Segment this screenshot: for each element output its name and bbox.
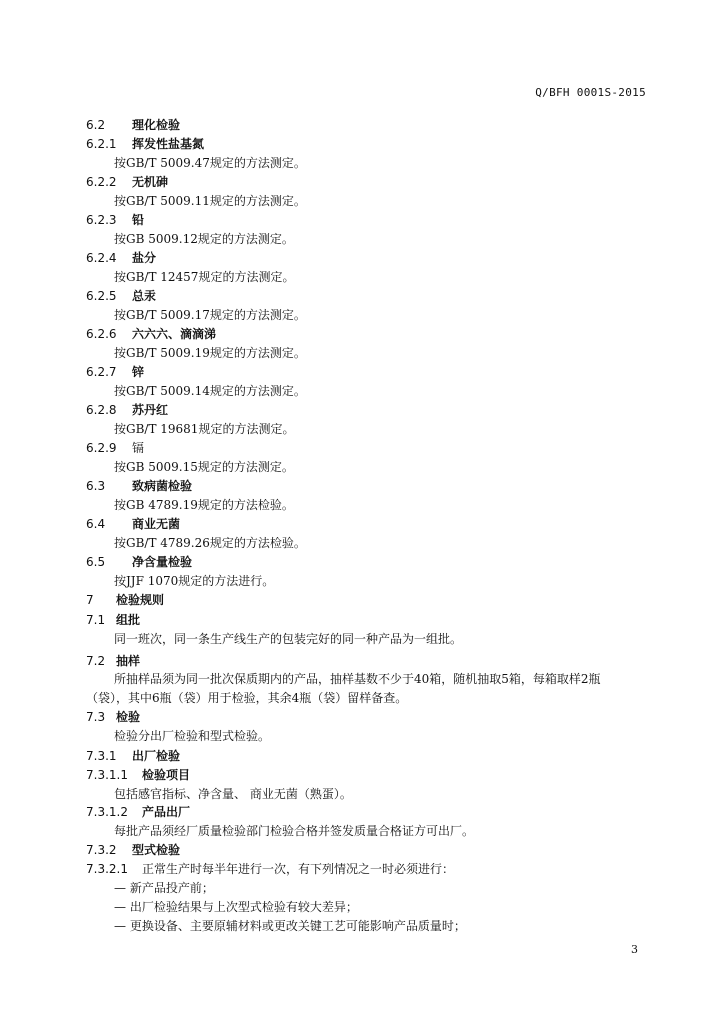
section-heading (86, 439, 724, 457)
section-heading (86, 135, 724, 153)
section-title: 镉 (132, 441, 145, 455)
section-title: 铅 (132, 213, 145, 227)
section-heading (86, 477, 724, 495)
section-title: 型式检验 (132, 843, 181, 857)
section-heading (86, 652, 724, 670)
page-number: 3 (631, 943, 638, 956)
body-text: 按JJF 1070规定的方法进行。 (114, 574, 275, 588)
section-title: 商业无菌 (132, 517, 181, 531)
section-number: 7.1 (86, 613, 106, 627)
section-title: 组批 (116, 613, 141, 627)
section-number: 6.2.9 (86, 441, 117, 455)
section-number: 6.4 (86, 517, 106, 531)
body-text: 按GB/T 5009.17规定的方法测定。 (114, 308, 306, 322)
body-text: （袋），其中6瓶（袋）用于检验，其余4瓶（袋）留样备查。 (86, 691, 408, 705)
section-title: 出厂检验 (132, 749, 181, 763)
section-title: 检验 (116, 710, 141, 724)
section-title: 盐分 (132, 251, 157, 265)
section-heading (86, 611, 724, 629)
list-item: — 出厂检验结果与上次型式检验有较大差异； (114, 900, 358, 914)
body-text: 包括感官指标、净含量、 商业无菌（熟蛋）。 (114, 787, 352, 801)
section-heading (86, 173, 724, 191)
section-number: 6.2.8 (86, 403, 117, 417)
body-text: 每批产品须经厂质量检验部门检验合格并签发质量合格证方可出厂。 (114, 824, 475, 838)
body-text: 按GB/T 4789.26规定的方法检验。 (114, 536, 306, 550)
section-heading (86, 841, 724, 859)
body-text: 按GB/T 5009.14规定的方法测定。 (114, 384, 306, 398)
body-text: 按GB 5009.15规定的方法测定。 (114, 460, 294, 474)
section-title: 抽样 (116, 654, 141, 668)
list-item: — 更换设备、主要原辅材料或更改关键工艺可能影响产品质量时； (114, 919, 466, 933)
body-text: 按GB/T 19681规定的方法测定。 (114, 422, 295, 436)
section-number: 7.3.2.1 (86, 862, 128, 876)
section-heading (86, 401, 724, 419)
section-heading (86, 803, 724, 821)
body-text: 所抽样品须为同一批次保质期内的产品，抽样基数不少于40箱，随机抽取5箱，每箱取样2瓶 (114, 672, 601, 686)
section-number: 6.5 (86, 555, 106, 569)
section-number: 6.2.7 (86, 365, 117, 379)
section-title: 理化检验 (132, 118, 181, 132)
section-title: 正常生产时每半年进行一次，有下列情况之一时必须进行： (142, 862, 455, 876)
list-item: — 新产品投产前； (114, 881, 214, 895)
body-text: 按GB/T 5009.19规定的方法测定。 (114, 346, 306, 360)
section-heading (86, 766, 724, 784)
section-number: 7.3.1.1 (86, 768, 128, 782)
body-text: 按GB/T 5009.47规定的方法测定。 (114, 156, 306, 170)
section-heading (86, 249, 724, 267)
section-number: 7.3.1 (86, 749, 117, 763)
section-title: 六六六、滴滴涕 (132, 327, 217, 341)
section-number: 6.2.1 (86, 137, 117, 151)
section-heading (86, 708, 724, 726)
section-heading (86, 591, 724, 609)
section-heading (86, 747, 724, 765)
section-number: 6.3 (86, 479, 106, 493)
section-heading (86, 116, 724, 134)
section-title: 苏丹红 (132, 403, 169, 417)
section-heading (86, 211, 724, 229)
body-text: 按GB/T 12457规定的方法测定。 (114, 270, 295, 284)
section-number: 6.2.4 (86, 251, 117, 265)
section-title: 净含量检验 (132, 555, 193, 569)
section-heading (86, 325, 724, 343)
body-text: 按GB/T 5009.11规定的方法测定。 (114, 194, 306, 208)
section-number: 7.3.1.2 (86, 805, 128, 819)
body-text: 检验分出厂检验和型式检验。 (114, 729, 271, 743)
section-number: 6.2.5 (86, 289, 117, 303)
section-number: 7.3 (86, 710, 106, 724)
section-title: 检验项目 (142, 768, 191, 782)
body-text: 按GB 5009.12规定的方法测定。 (114, 232, 294, 246)
section-number: 7 (86, 593, 94, 607)
section-title: 总汞 (132, 289, 157, 303)
section-heading (86, 553, 724, 571)
section-title: 无机砷 (132, 175, 169, 189)
section-number: 6.2.6 (86, 327, 117, 341)
document-code: Q/BFH 0001S-2015 (535, 86, 646, 99)
section-heading (86, 363, 724, 381)
section-heading (86, 287, 724, 305)
section-title: 锌 (132, 365, 145, 379)
section-title: 致病菌检验 (132, 479, 193, 493)
section-title: 挥发性盐基氮 (132, 137, 205, 151)
body-text: 同一班次，同一条生产线生产的包装完好的同一种产品为一组批。 (114, 632, 463, 646)
section-title: 检验规则 (116, 593, 165, 607)
body-text: 按GB 4789.19规定的方法检验。 (114, 498, 294, 512)
section-number: 6.2.2 (86, 175, 117, 189)
section-title: 产品出厂 (142, 805, 191, 819)
section-number: 6.2.3 (86, 213, 117, 227)
section-heading (86, 515, 724, 533)
section-heading (86, 860, 724, 878)
section-number: 6.2 (86, 118, 106, 132)
section-number: 7.2 (86, 654, 106, 668)
section-number: 7.3.2 (86, 843, 117, 857)
